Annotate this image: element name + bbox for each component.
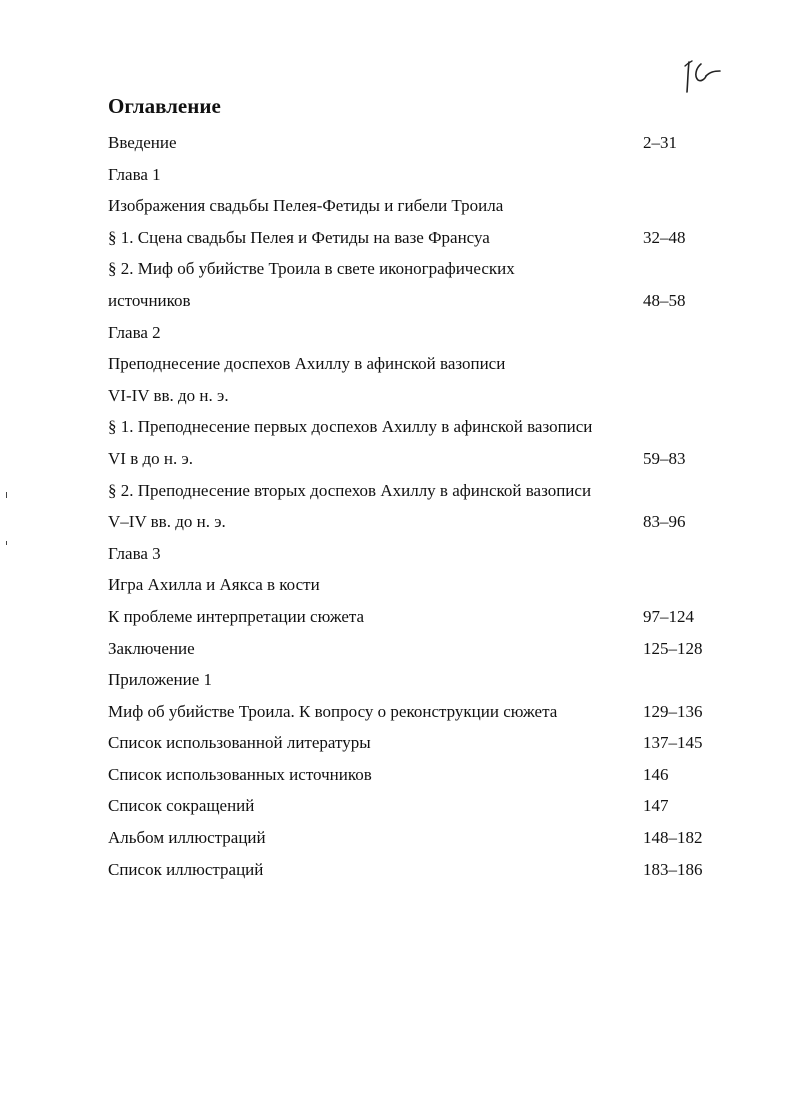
toc-entry-page: 32–48 [643,227,686,247]
toc-entry-page: 148–182 [643,828,703,848]
toc-entry [0,253,794,285]
scan-artifact-tick [6,492,7,498]
toc-entry-text: Список иллюстраций [108,859,264,879]
toc-entry-page: 83–96 [643,512,686,532]
toc-entry [0,475,794,507]
toc-entry [0,506,794,538]
toc-entry-page: 146 [643,764,669,784]
toc-entry [0,601,794,633]
toc-entry-text: Изображения свадьбы Пелея-Фетиды и гибели Троила [108,196,504,216]
toc-entry-page: 129–136 [643,701,703,721]
toc-entry [0,822,794,854]
toc-entry-page: 147 [643,796,669,816]
toc-entry-text: Список использованных источников [108,764,372,784]
toc-entry-text: Глава 2 [108,322,161,342]
toc-entry-text: VI в до н. э. [108,448,194,468]
toc-entry [0,443,794,475]
toc-entry-page: 48–58 [643,290,686,310]
toc-entry-page: 2–31 [643,133,677,152]
toc-entry-page: 125–128 [643,638,703,658]
toc-entry-page: 59–83 [643,448,686,468]
toc-entry-text: § 1. Сцена свадьбы Пелея и Фетиды на вазе Франсуа [108,227,490,247]
toc-entry [0,538,794,570]
toc-entry [0,633,794,665]
toc-entry [0,348,794,380]
handwritten-page-mark [680,52,728,96]
toc-entry-text: V–IV вв. до н. э. [108,512,226,532]
toc-entry [0,127,794,159]
toc-entry [0,854,794,886]
toc-entry-text: § 2. Преподнесение вторых доспехов Ахиллу в афинской вазописи [108,480,592,500]
toc-entry [0,569,794,601]
toc-entry [0,285,794,317]
toc-entry-text: Глава 1 [108,164,161,184]
toc-entry-text: Список использованной литературы [108,733,371,753]
toc-entry-text: Альбом иллюстраций [108,828,266,848]
toc-entry-text: § 1. Преподнесение первых доспехов Ахиллу в афинской вазописи [108,417,593,437]
toc-entry-text: Преподнесение доспехов Ахиллу в афинской вазописи [108,354,506,374]
toc-entry-text: Глава 3 [108,543,161,563]
toc-entry [0,664,794,696]
toc-entry-page: 137–145 [643,733,703,753]
toc-entry-text: Приложение 1 [108,670,212,690]
toc-entry-text: § 2. Миф об убийстве Троила в свете иконографических [108,259,515,279]
toc-entry-text: Список сокращений [108,796,255,816]
toc-entry [0,317,794,349]
toc-entry-text: Заключение [108,638,195,658]
toc-list [0,127,794,885]
toc-entry [0,380,794,412]
toc-entry [0,790,794,822]
toc-entry-text: К проблеме интерпретации сюжета [108,606,365,626]
toc-entry-text: VI-IV вв. до н. э. [108,385,229,405]
toc-entry [0,222,794,254]
toc-entry-text: Миф об убийстве Троила. К вопросу о реконструкции сюжета [108,701,558,721]
toc-entry-page: 97–124 [643,606,694,626]
scan-artifact-tick [6,541,7,545]
toc-entry-page: 183–186 [643,859,703,879]
toc-title: Оглавление [108,94,221,118]
toc-entry [0,411,794,443]
toc-entry [0,190,794,222]
toc-entry [0,696,794,728]
toc-entry [0,727,794,759]
toc-entry-text: Игра Ахилла и Аякса в кости [108,575,320,595]
toc-entry-text: источников [108,290,191,310]
toc-entry-text: Введение [108,133,177,152]
toc-entry [0,759,794,791]
toc-entry [0,159,794,191]
